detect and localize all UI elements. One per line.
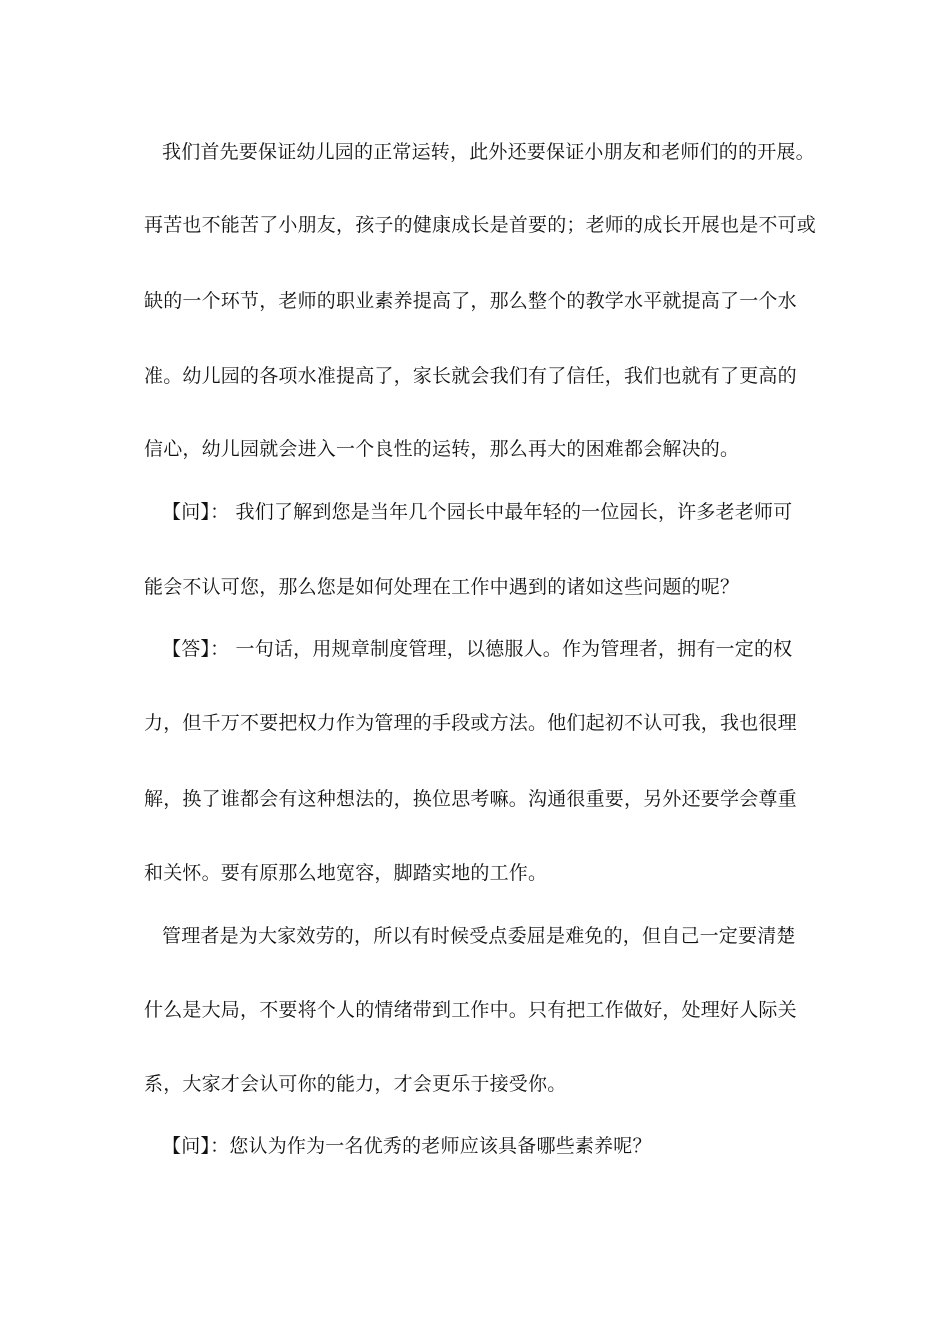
paragraph-line: 能会不认可您，那么您是如何处理在工作中遇到的诸如这些问题的呢？ (144, 576, 740, 598)
paragraph-line: 再苦也不能苦了小朋友，孩子的健康成长是首要的；老师的成长开展也是不可或 (144, 214, 817, 236)
paragraph-line: 信心，幼儿园就会进入一个良性的运转，那么再大的困难都会解决的。 (144, 438, 740, 460)
paragraph-line: 解，换了谁都会有这种想法的，换位思考嘛。沟通很重要，另外还要学会尊重 (144, 788, 797, 810)
answer-line: 【答】： 一句话，用规章制度管理，以德服人。作为管理者，拥有一定的权 (162, 638, 793, 660)
paragraph-line: 缺的一个环节，老师的职业素养提高了，那么整个的教学水平就提高了一个水 (144, 290, 797, 312)
paragraph-line: 管理者是为大家效劳的，所以有时候受点委屈是难免的，但自己一定要清楚 (162, 925, 796, 947)
paragraph-line: 力，但千万不要把权力作为管理的手段或方法。他们起初不认可我，我也很理 (144, 712, 797, 734)
question-line: 【问】：您认为作为一名优秀的老师应该具备哪些素养呢？ (162, 1135, 652, 1157)
paragraph-line: 我们首先要保证幼儿园的正常运转，此外还要保证小朋友和老师们的的开展。 (162, 141, 815, 163)
paragraph-line: 和关怀。要有原那么地宽容，脚踏实地的工作。 (144, 862, 548, 884)
paragraph-line: 准。幼儿园的各项水准提高了，家长就会我们有了信任，我们也就有了更高的 (144, 365, 797, 387)
paragraph-line: 系，大家才会认可你的能力，才会更乐于接受你。 (144, 1073, 567, 1095)
question-line: 【问】： 我们了解到您是当年几个园长中最年轻的一位园长，许多老老师可 (162, 501, 793, 523)
paragraph-line: 什么是大局，不要将个人的情绪带到工作中。只有把工作做好，处理好人际关 (144, 999, 797, 1021)
